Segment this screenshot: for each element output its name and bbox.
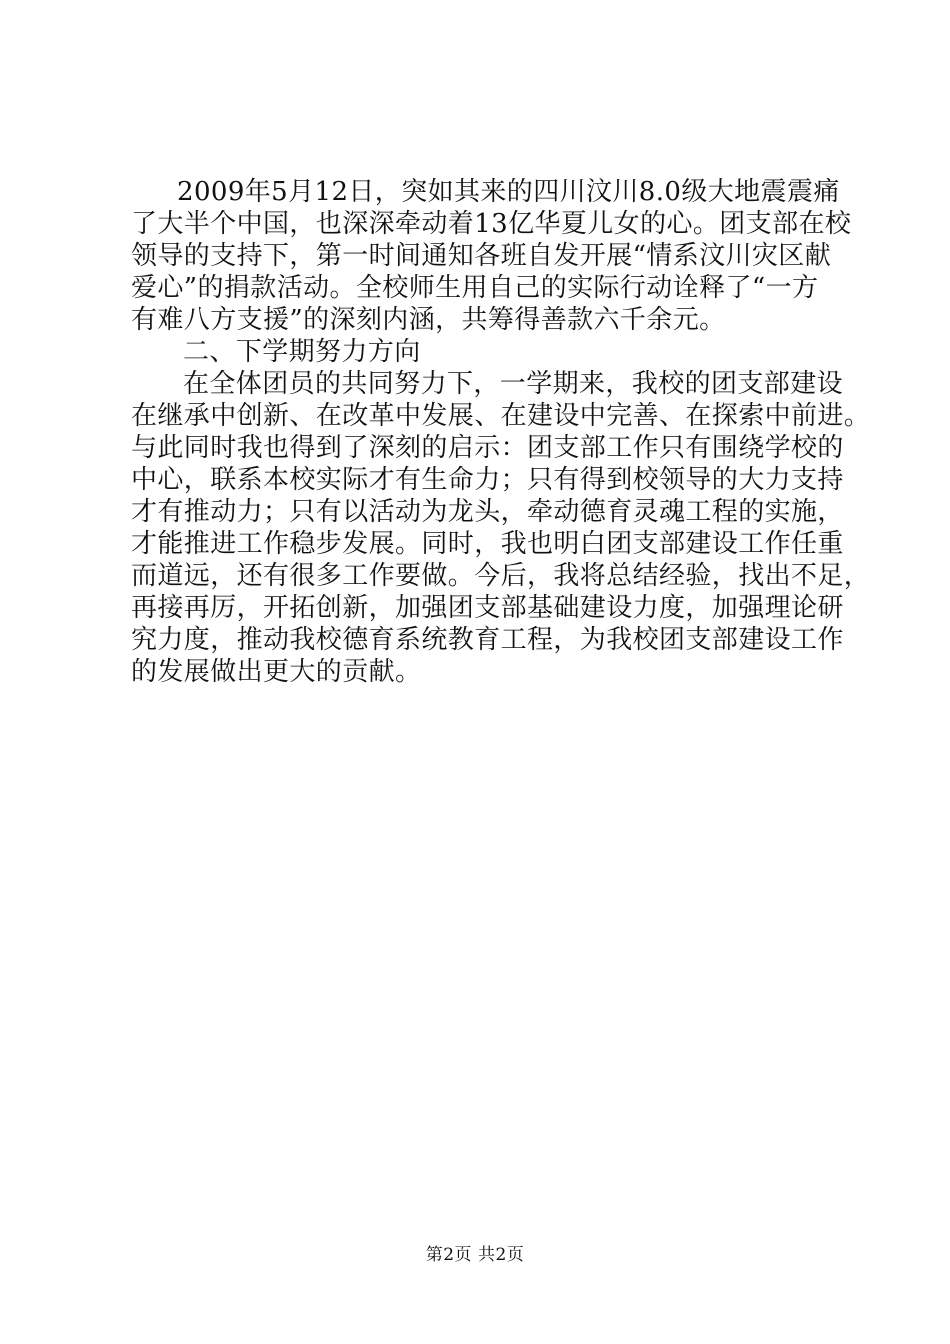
page-number-label: 第2页 共2页 [425,1245,525,1265]
paragraph-3-line-7: 而道远，还有很多工作要做。今后，我将总结经验，找出不足， [131,561,871,591]
paragraph-3-line-9: 究力度，推动我校德育系统教育工程，为我校团支部建设工作 [131,625,844,655]
document-body [131,176,871,688]
paragraph-1-line-2: 了大半个中国，也深深牵动着13亿华夏儿女的心。团支部在校 [131,209,852,239]
paragraph-3-line-8: 再接再厉，开拓创新，加强团支部基础建设力度，加强理论研 [131,593,844,623]
paragraph-1-line-4: 爱心”的捐款活动。全校师生用自己的实际行动诠释了“一方 [131,273,819,303]
paragraph-1-line-5: 有难八方支援”的深刻内涵，共筹得善款六千余元。 [131,305,726,335]
paragraph-3-line-6: 才能推进工作稳步发展。同时，我也明白团支部建设工作任重 [131,529,844,559]
paragraph-1-line-3: 领导的支持下，第一时间通知各班自发开展“情系汶川灾区献 [131,241,832,271]
paragraph-3-line-4: 中心，联系本校实际才有生命力；只有得到校领导的大力支持 [131,465,844,495]
paragraph-1-line-1: 2009年5月12日，突如其来的四川汶川8.0级大地震震痛 [177,177,840,207]
paragraph-3-line-2: 在继承中创新、在改革中发展、在建设中完善、在探索中前进。 [131,401,871,431]
paragraph-3-line-3: 与此同时我也得到了深刻的启示：团支部工作只有围绕学校的 [131,433,844,463]
section-heading: 二、下学期努力方向 [183,337,421,367]
page-footer [0,1244,950,1266]
paragraph-3-line-1: 在全体团员的共同努力下，一学期来，我校的团支部建设 [183,369,844,399]
paragraph-3-line-10: 的发展做出更大的贡献。 [131,657,422,687]
paragraph-3-line-5: 才有推动力；只有以活动为龙头，牵动德育灵魂工程的实施， [131,497,844,527]
